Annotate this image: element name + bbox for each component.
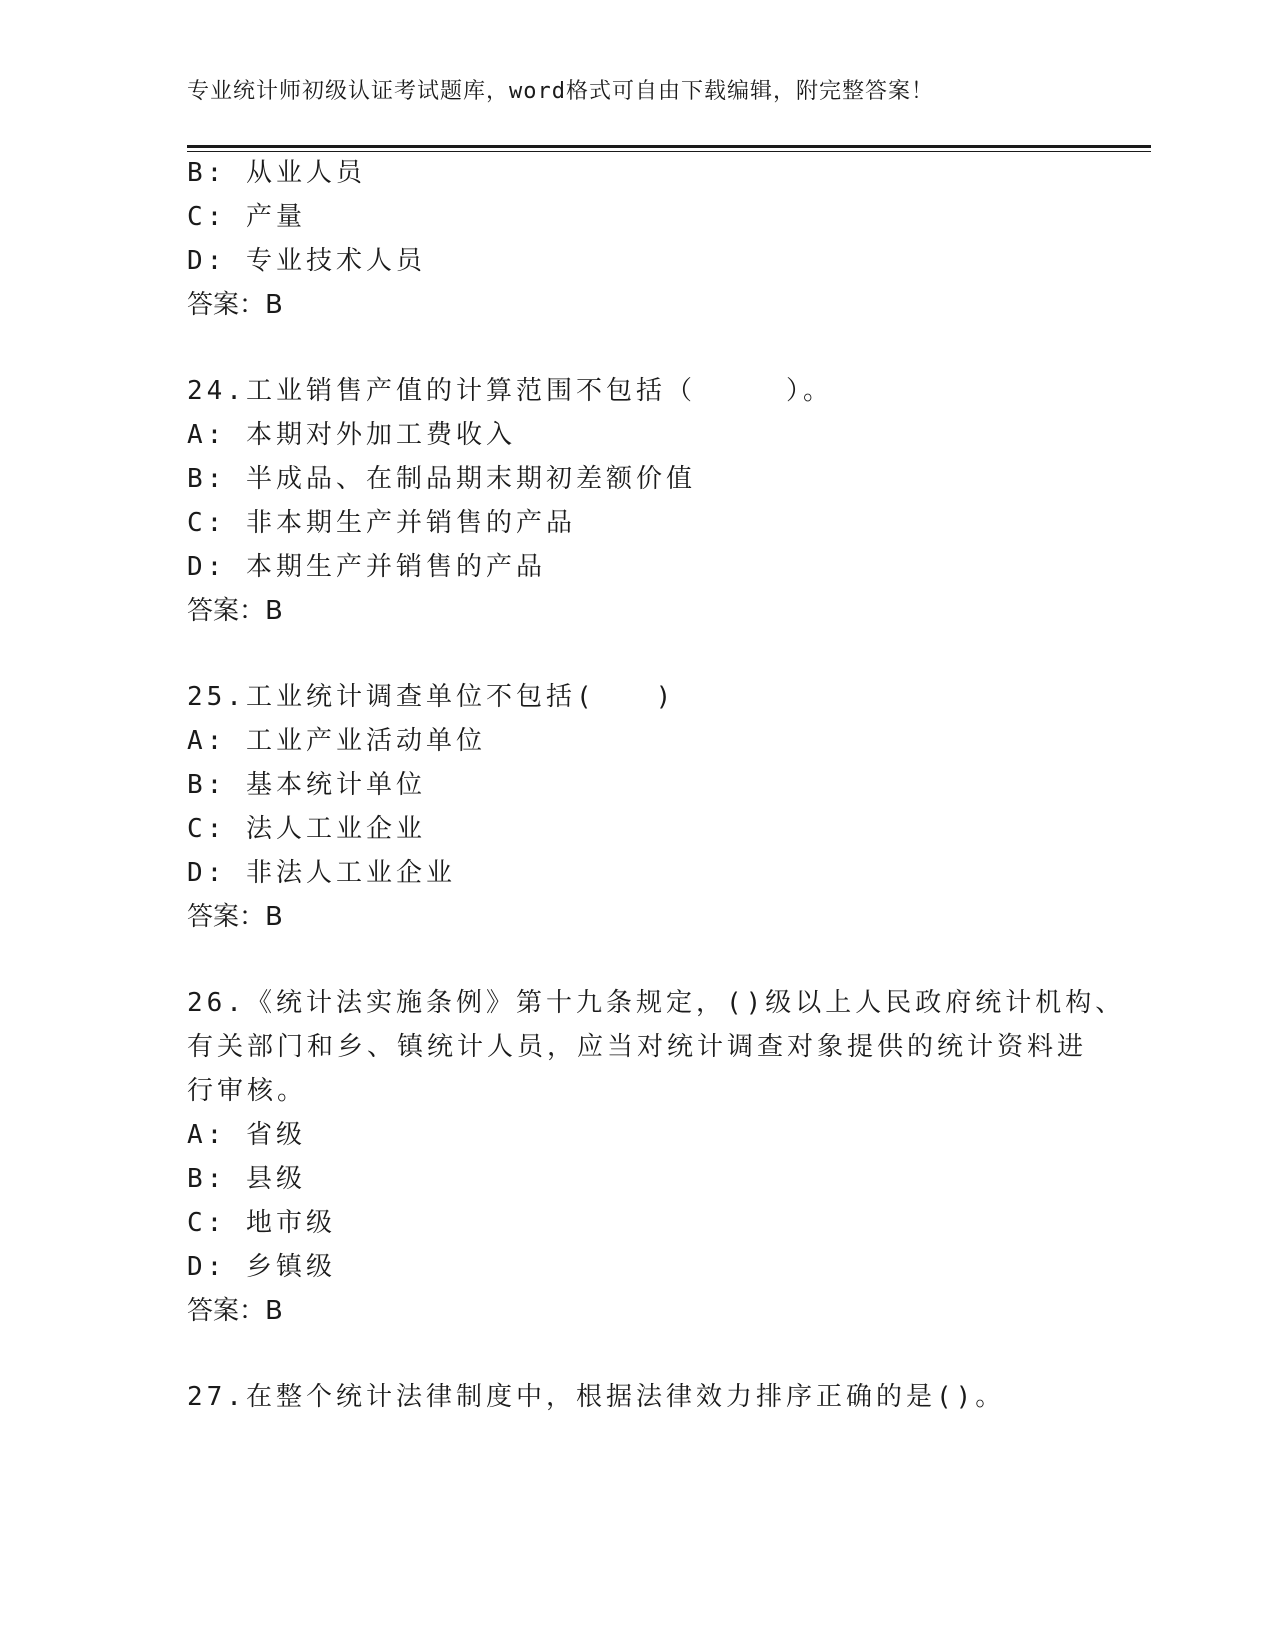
q26-option-c: C: 地市级 xyxy=(187,1208,336,1238)
q27-stem: 27.在整个统计法律制度中，根据法律效力排序正确的是()。 xyxy=(187,1382,1006,1412)
q25-stem: 25.工业统计调查单位不包括( ) xyxy=(187,682,676,712)
q26-stem-line-2: 有关部门和乡、镇统计人员，应当对统计调查对象提供的统计资料进 xyxy=(187,1032,1088,1062)
header-rule-thin xyxy=(187,151,1151,152)
q26-stem-line-1: 26.《统计法实施条例》第十九条规定，()级以上人民政府统计机构、 xyxy=(187,988,1126,1018)
q26-option-b: B: 县级 xyxy=(187,1164,306,1194)
q23-option-b: B: 从业人员 xyxy=(187,158,366,188)
q26-answer: 答案：B xyxy=(187,1296,283,1326)
q23-option-c: C: 产量 xyxy=(187,202,306,232)
q26-option-a: A: 省级 xyxy=(187,1120,306,1150)
q24-option-b: B: 半成品、在制品期末期初差额价值 xyxy=(187,464,696,494)
q24-answer: 答案：B xyxy=(187,596,283,626)
q25-answer: 答案：B xyxy=(187,902,283,932)
q25-option-c: C: 法人工业企业 xyxy=(187,814,426,844)
q25-option-d: D: 非法人工业企业 xyxy=(187,858,456,888)
page-header: 专业统计师初级认证考试题库，word格式可自由下载编辑，附完整答案！ xyxy=(187,79,934,104)
q25-option-a: A: 工业产业活动单位 xyxy=(187,726,486,756)
q26-option-d: D: 乡镇级 xyxy=(187,1252,336,1282)
q23-option-d: D: 专业技术人员 xyxy=(187,246,426,276)
q24-stem: 24.工业销售产值的计算范围不包括（ ）。 xyxy=(187,376,833,406)
q23-answer: 答案：B xyxy=(187,290,283,320)
q24-option-a: A: 本期对外加工费收入 xyxy=(187,420,516,450)
header-rule-thick xyxy=(187,145,1151,148)
q24-option-c: C: 非本期生产并销售的产品 xyxy=(187,508,576,538)
q24-option-d: D: 本期生产并销售的产品 xyxy=(187,552,546,582)
q26-stem-line-3: 行审核。 xyxy=(187,1076,308,1106)
q25-option-b: B: 基本统计单位 xyxy=(187,770,426,800)
